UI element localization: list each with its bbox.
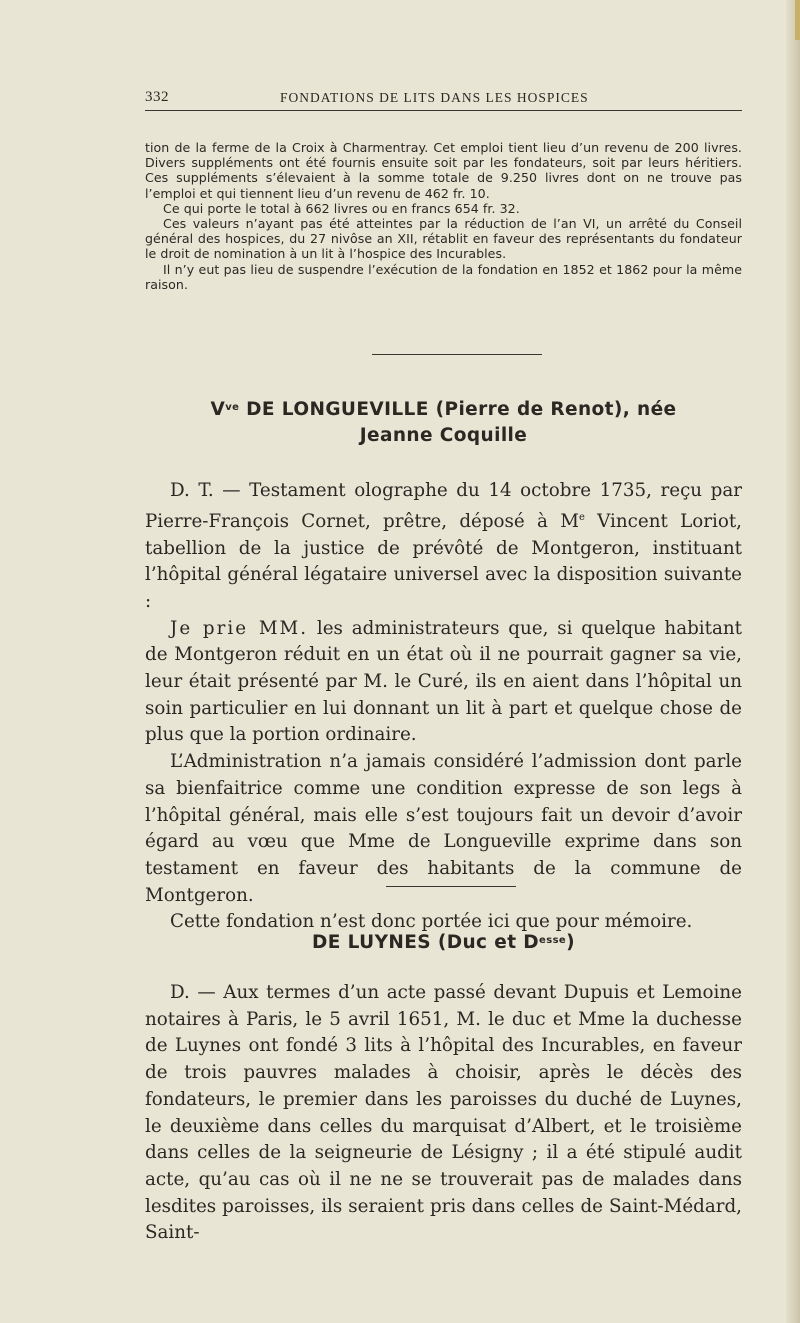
p1-superscript: e — [578, 511, 585, 523]
luynes-heading-superscript: esse — [539, 935, 567, 946]
p1-end: Vincent Loriot, tabellion de la justice de prévôté de Montgeron, instituant l’hôpital général légataire universel avec la disposition suivante : — [145, 510, 742, 612]
previous-entry-text — [145, 140, 742, 292]
previous-paragraph-3: Ces valeurs n’ayant pas été atteintes par la réduction de l’an VI, un arrêté du Conseil général des hospices, du 27 nivôse an XII, rétablit en faveur des représentants du fondateur le droit de nomination à un lit à l’hospice des Incurables. — [145, 216, 742, 262]
p2-rest: les administrateurs que, si quelque habitant de Montgeron réduit en un état où il ne pourrait gagner sa vie, leur était présenté par M. le Curé, ils en aient dans l’hôpital un soin particulier en lui donnant un lit à part et quelque chose de plus que la portion ordinaire. — [145, 617, 743, 746]
previous-paragraph-1: tion de la ferme de la Croix à Charmentray. Cet emploi tient lieu d’un revenu de 200 livres. Divers suppléments ont été fournis ensuite soit par les fondateurs, soit par leurs héritiers. Ces suppléments s’élevaient à la somme totale de 9.250 livres dont on ne trouve pas l’emploi et qui tiennent lieu d’un revenu de 462 fr. 10. — [145, 140, 742, 201]
previous-paragraph-2: Ce qui porte le total à 662 livres ou en francs 654 fr. 32. — [163, 200, 520, 216]
running-title: FONDATIONS DE LITS DANS LES HOSPICES — [280, 90, 589, 105]
longueville-paragraph-1 — [145, 478, 742, 616]
entry-heading-longueville — [145, 397, 742, 449]
longueville-paragraph-3: L’Administration n’a jamais considéré l’admission dont parle sa bienfaitrice comme une condition expresse de son legs à l’hôpital général, mais elle s’est toujours fait un devoir d’avoir égard au vœu que Mme de Longueville exprime dans son testament en faveur des habitants de la commune de Montgeron. — [145, 751, 742, 906]
heading-rest: DE LONGUEVILLE (Pierre de Renot), née — [239, 399, 677, 420]
luynes-heading-close: ) — [566, 932, 575, 953]
luynes-paragraph-1: D. — Aux termes d’un acte passé devant Dupuis et Lemoine notaires à Paris, le 5 avril 1651, M. le duc et Mme la duchesse de Luynes ont fondé 3 lits à l’hôpital des Incurables, en faveur de trois pauvres malades à choisir, après le décès des fondateurs, le premier dans les paroisses du duché de Luynes, le deuxième dans celles du marquisat d’Albert, et le troisième dans celles de la seigneurie de Lésigny ; il a été stipulé audit acte, qu’au cas où il ne ne se trouverait pas de malades dans lesdites paroisses, ils seraient pris dans celles de Saint-Médard, Saint- — [145, 982, 742, 1244]
section-divider — [372, 354, 542, 355]
heading-superscript: ve — [225, 402, 240, 413]
previous-paragraph-4: Il n’y eut pas lieu de suspendre l’exécution de la fondation en 1852 et 1862 pour la même raison. — [145, 261, 742, 292]
longueville-paragraph-4: Cette fondation n’est donc portée ici que pour mémoire. — [170, 911, 693, 933]
running-header — [145, 88, 742, 111]
entry-body-longueville — [145, 478, 742, 936]
longueville-paragraph-2 — [145, 616, 742, 750]
page-edge-mark — [795, 0, 800, 40]
page-number: 332 — [145, 89, 169, 105]
p1-start: D. T. — Testament olographe du 14 octobre 1735, reçu par Pierre-François Cornet, prêtre, déposé à M — [145, 480, 742, 532]
p2-spaced-text: Je prie MM. — [170, 617, 309, 639]
luynes-heading-main: DE LUYNES (Duc et D — [312, 932, 540, 953]
heading-line-1 — [145, 397, 742, 423]
page-edge — [786, 0, 800, 1323]
entry-heading-luynes — [145, 930, 742, 956]
entry-body-luynes — [145, 980, 742, 1247]
heading-prefix: V — [210, 399, 226, 420]
section-divider — [386, 886, 516, 887]
heading-line-2: Jeanne Coquille — [359, 425, 528, 446]
